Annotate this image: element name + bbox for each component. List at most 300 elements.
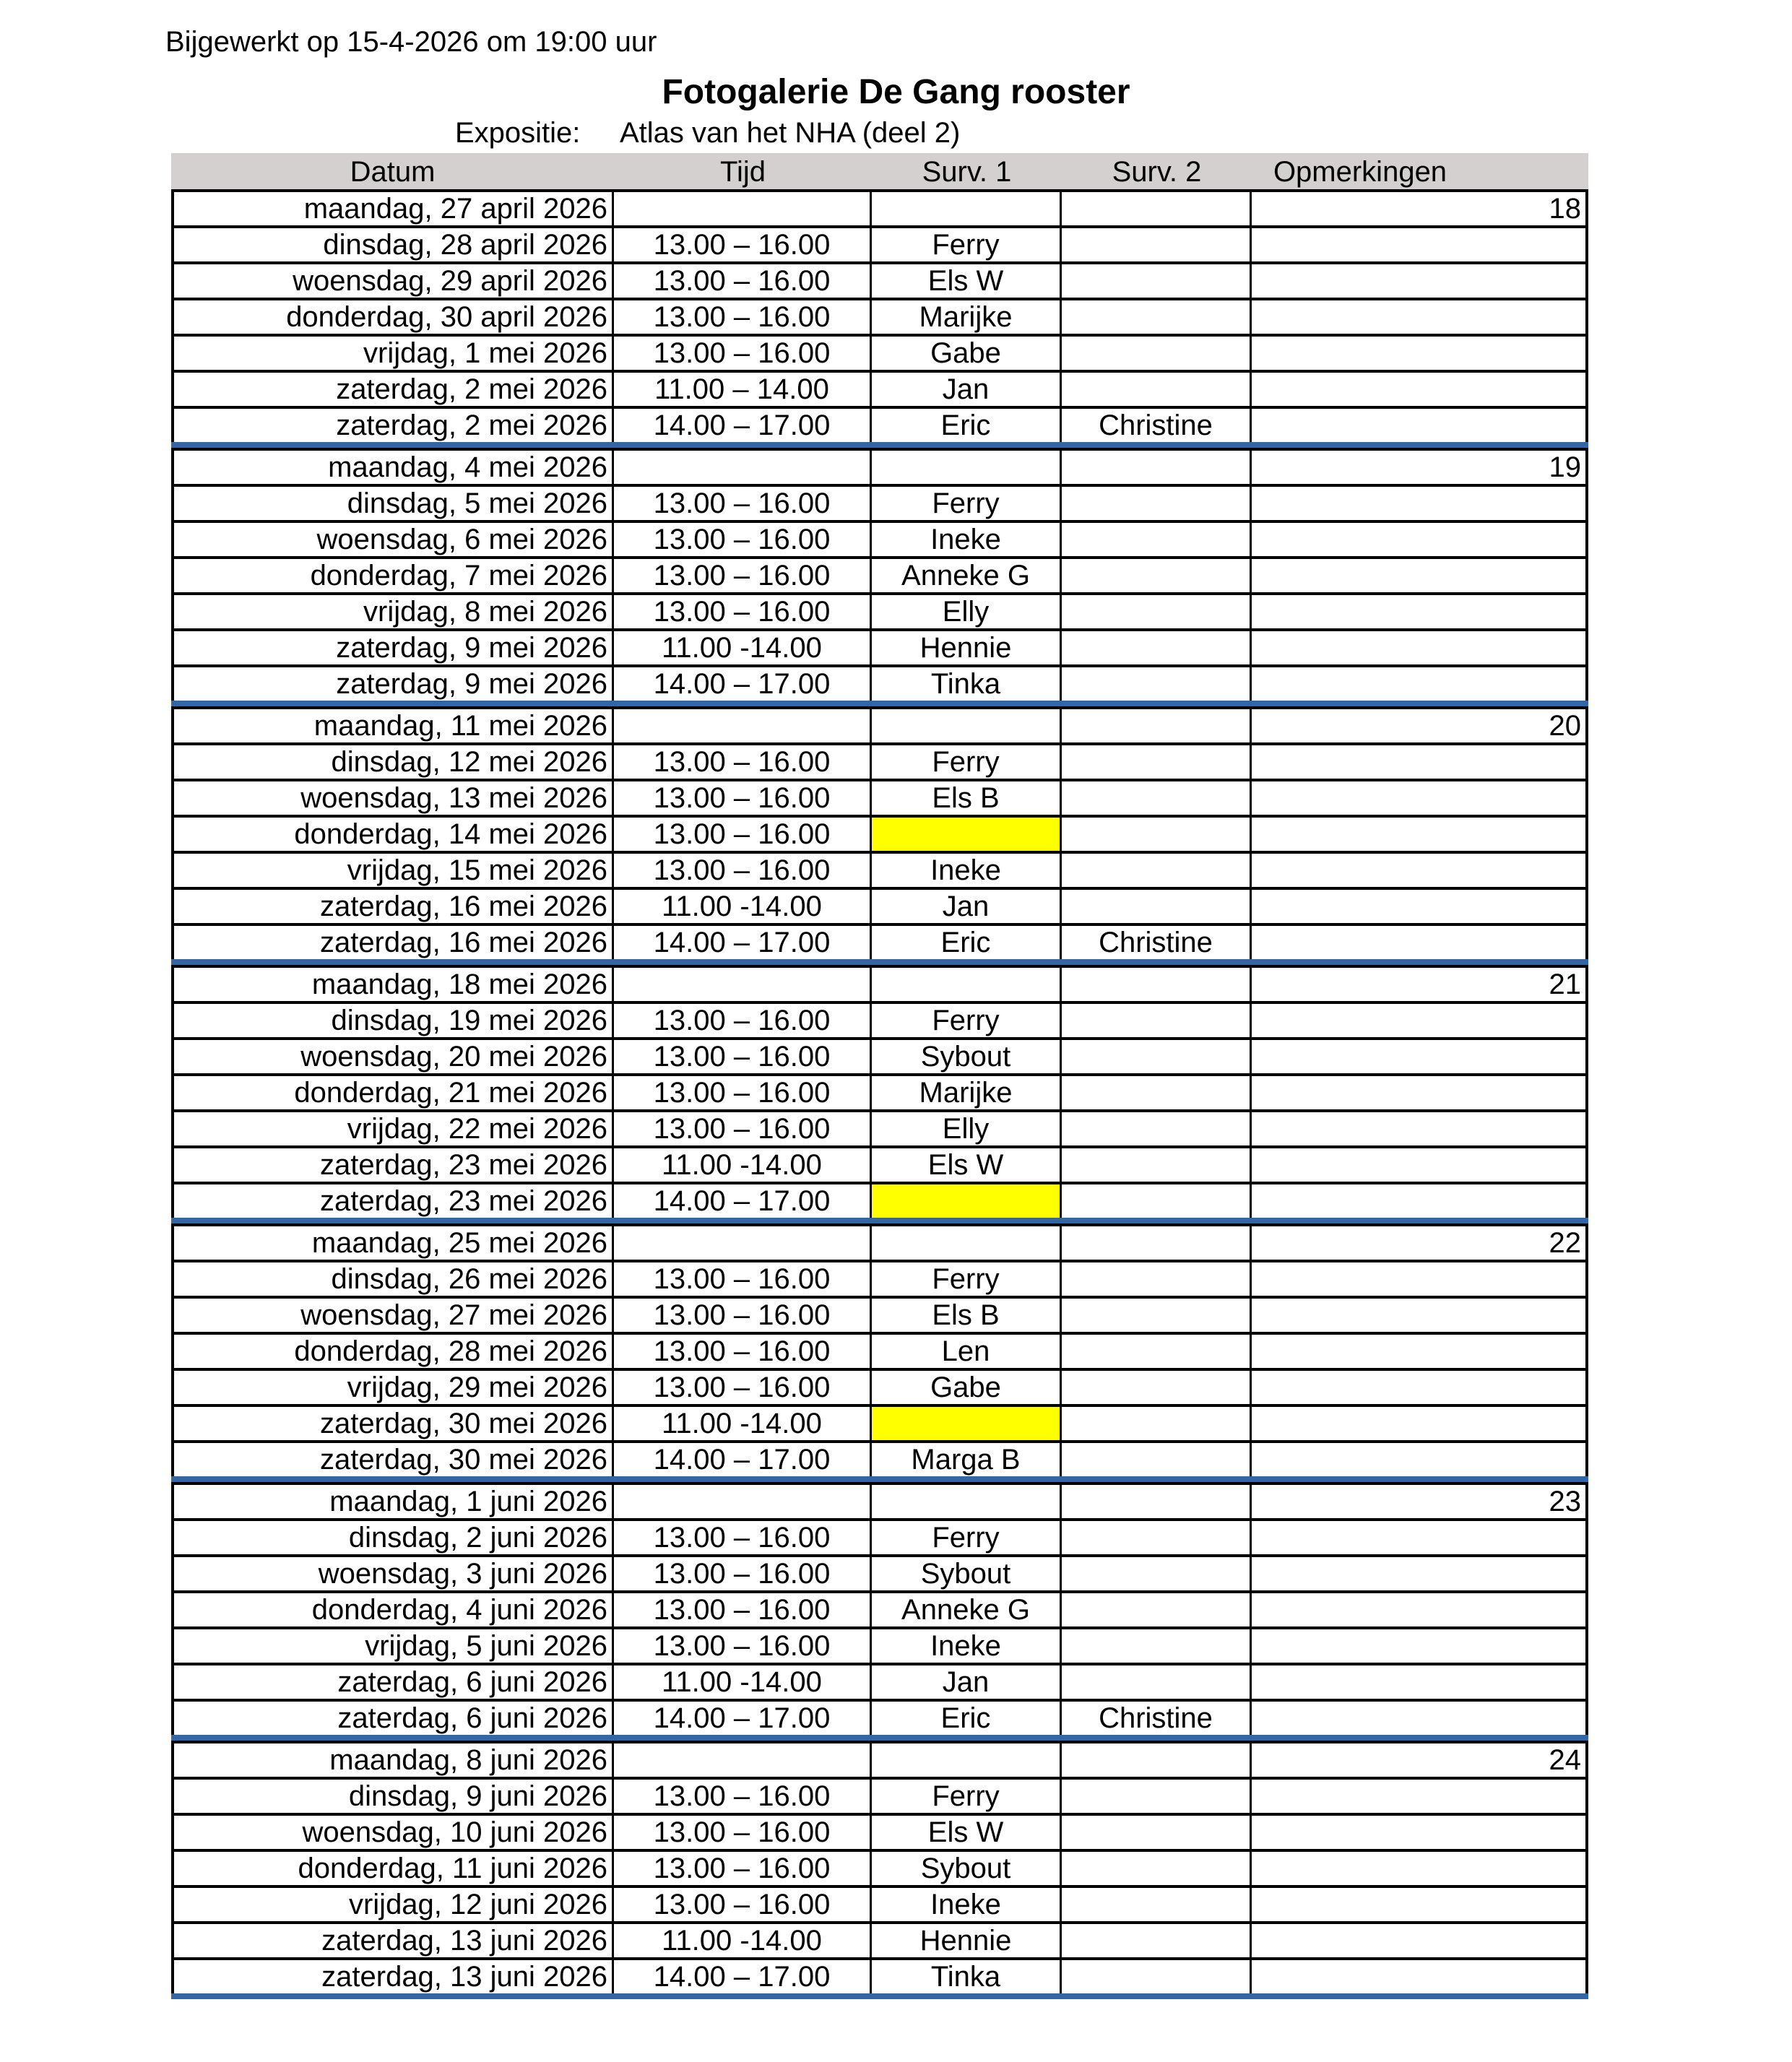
table-row <box>171 448 1588 484</box>
time-cell: 13.00 – 16.00 <box>614 1521 872 1554</box>
surveillant-2-cell <box>1062 1521 1252 1554</box>
surveillant-2-cell <box>1062 1924 1252 1957</box>
surveillant-2-cell <box>1062 1557 1252 1590</box>
surveillant-1-cell: Gabe <box>872 337 1062 370</box>
column-header-surv1: Surv. 1 <box>922 156 1012 188</box>
remarks-cell <box>1252 264 1588 298</box>
remarks-cell <box>1252 1184 1588 1218</box>
remarks-cell <box>1252 1299 1588 1332</box>
date-cell: vrijdag, 1 mei 2026 <box>171 337 614 370</box>
surveillant-1-cell <box>872 451 1062 484</box>
week-block <box>171 1223 1588 1482</box>
date-cell: dinsdag, 2 juni 2026 <box>171 1521 614 1554</box>
remarks-cell <box>1252 1371 1588 1404</box>
date-cell: dinsdag, 28 april 2026 <box>171 228 614 261</box>
table-row <box>171 1404 1588 1440</box>
surveillant-2-cell <box>1062 1148 1252 1182</box>
column-header-date: Datum <box>350 156 436 188</box>
table-row <box>171 1332 1588 1368</box>
surveillant-1-cell: Ferry <box>872 1521 1062 1554</box>
time-cell: 13.00 – 16.00 <box>614 559 872 592</box>
surveillant-1-cell: Hennie <box>872 631 1062 664</box>
surveillant-1-cell: Anneke G <box>872 559 1062 592</box>
surveillant-1-cell: Sybout <box>872 1852 1062 1885</box>
surveillant-1-cell: Sybout <box>872 1557 1062 1590</box>
surveillant-1-cell <box>872 1226 1062 1260</box>
time-cell: 13.00 – 16.00 <box>614 1629 872 1663</box>
remarks-cell <box>1252 1407 1588 1440</box>
remarks-cell <box>1252 1702 1588 1735</box>
remarks-cell <box>1252 300 1588 334</box>
table-row <box>171 1957 1588 1993</box>
time-cell <box>614 1485 872 1518</box>
remarks-cell: 22 <box>1252 1226 1588 1260</box>
date-cell: dinsdag, 5 mei 2026 <box>171 487 614 520</box>
remarks-cell <box>1252 818 1588 851</box>
date-cell: donderdag, 21 mei 2026 <box>171 1076 614 1109</box>
surveillant-1-cell: Els W <box>872 264 1062 298</box>
date-cell: donderdag, 30 april 2026 <box>171 300 614 334</box>
table-row <box>171 1741 1588 1777</box>
time-cell: 13.00 – 16.00 <box>614 300 872 334</box>
surveillant-2-cell <box>1062 818 1252 851</box>
time-cell: 11.00 -14.00 <box>614 1148 872 1182</box>
time-cell: 13.00 – 16.00 <box>614 523 872 556</box>
table-row <box>171 1590 1588 1626</box>
time-cell: 11.00 -14.00 <box>614 890 872 923</box>
time-cell: 14.00 – 17.00 <box>614 1443 872 1476</box>
week-separator <box>171 1735 1588 1741</box>
time-cell: 13.00 – 16.00 <box>614 781 872 815</box>
surveillant-2-cell: Christine <box>1062 409 1252 442</box>
table-row <box>171 261 1588 298</box>
table-row <box>171 1223 1588 1260</box>
open-slot-cell <box>872 1184 1062 1218</box>
date-cell: vrijdag, 22 mei 2026 <box>171 1112 614 1145</box>
surveillant-1-cell: Marga B <box>872 1443 1062 1476</box>
date-cell: vrijdag, 15 mei 2026 <box>171 854 614 887</box>
time-cell: 11.00 -14.00 <box>614 631 872 664</box>
time-cell: 13.00 – 16.00 <box>614 1593 872 1626</box>
surveillant-2-cell <box>1062 1076 1252 1109</box>
surveillant-2-cell <box>1062 192 1252 225</box>
remarks-cell <box>1252 1852 1588 1885</box>
date-cell: maandag, 1 juni 2026 <box>171 1485 614 1518</box>
remarks-cell <box>1252 1593 1588 1626</box>
time-cell: 11.00 -14.00 <box>614 1407 872 1440</box>
week-separator <box>171 1476 1588 1482</box>
time-cell: 11.00 -14.00 <box>614 1665 872 1699</box>
table-row <box>171 815 1588 851</box>
remarks-cell <box>1252 559 1588 592</box>
surveillant-1-cell: Jan <box>872 890 1062 923</box>
surveillant-2-cell <box>1062 1816 1252 1849</box>
time-cell: 14.00 – 17.00 <box>614 1960 872 1993</box>
surveillant-2-cell <box>1062 968 1252 1001</box>
table-row <box>171 742 1588 779</box>
surveillant-2-cell <box>1062 745 1252 779</box>
date-cell: woensdag, 13 mei 2026 <box>171 781 614 815</box>
surveillant-2-cell <box>1062 1743 1252 1777</box>
time-cell: 13.00 – 16.00 <box>614 854 872 887</box>
remarks-cell: 24 <box>1252 1743 1588 1777</box>
table-row <box>171 1145 1588 1182</box>
remarks-cell <box>1252 667 1588 701</box>
remarks-cell <box>1252 926 1588 959</box>
surveillant-2-cell <box>1062 559 1252 592</box>
time-cell: 13.00 – 16.00 <box>614 1888 872 1921</box>
date-cell: woensdag, 29 april 2026 <box>171 264 614 298</box>
time-cell: 13.00 – 16.00 <box>614 1780 872 1813</box>
surveillant-1-cell: Els B <box>872 781 1062 815</box>
date-cell: maandag, 25 mei 2026 <box>171 1226 614 1260</box>
surveillant-2-cell <box>1062 228 1252 261</box>
date-cell: woensdag, 3 juni 2026 <box>171 1557 614 1590</box>
table-row <box>171 628 1588 664</box>
table-row <box>171 189 1588 225</box>
date-cell: zaterdag, 30 mei 2026 <box>171 1407 614 1440</box>
surveillant-2-cell <box>1062 1593 1252 1626</box>
week-block <box>171 189 1588 448</box>
remarks-cell <box>1252 228 1588 261</box>
week-separator <box>171 1993 1588 1999</box>
surveillant-2-cell <box>1062 709 1252 742</box>
time-cell <box>614 451 872 484</box>
table-row <box>171 1260 1588 1296</box>
remarks-cell <box>1252 890 1588 923</box>
date-cell: donderdag, 11 juni 2026 <box>171 1852 614 1885</box>
week-block <box>171 965 1588 1223</box>
surveillant-1-cell: Els W <box>872 1816 1062 1849</box>
table-row <box>171 1699 1588 1735</box>
schedule-table <box>171 189 1588 1999</box>
date-cell: zaterdag, 23 mei 2026 <box>171 1148 614 1182</box>
time-cell: 13.00 – 16.00 <box>614 1076 872 1109</box>
remarks-cell: 19 <box>1252 451 1588 484</box>
surveillant-2-cell <box>1062 631 1252 664</box>
date-cell: zaterdag, 13 juni 2026 <box>171 1924 614 1957</box>
surveillant-1-cell: Jan <box>872 1665 1062 1699</box>
week-separator <box>171 442 1588 448</box>
date-cell: zaterdag, 23 mei 2026 <box>171 1184 614 1218</box>
column-header-time: Tijd <box>720 156 766 188</box>
surveillant-1-cell: Eric <box>872 409 1062 442</box>
remarks-cell <box>1252 1960 1588 1993</box>
surveillant-1-cell: Ferry <box>872 745 1062 779</box>
table-row <box>171 664 1588 701</box>
exhibition-label: Expositie: <box>455 117 581 149</box>
remarks-cell <box>1252 1335 1588 1368</box>
surveillant-1-cell: Ferry <box>872 487 1062 520</box>
surveillant-2-cell: Christine <box>1062 1702 1252 1735</box>
surveillant-2-cell <box>1062 1485 1252 1518</box>
time-cell: 13.00 – 16.00 <box>614 1816 872 1849</box>
date-cell: dinsdag, 12 mei 2026 <box>171 745 614 779</box>
surveillant-2-cell <box>1062 1407 1252 1440</box>
table-row <box>171 1109 1588 1145</box>
surveillant-2-cell <box>1062 1040 1252 1073</box>
table-row <box>171 1482 1588 1518</box>
surveillant-1-cell: Ferry <box>872 1004 1062 1037</box>
table-row <box>171 1921 1588 1957</box>
week-block <box>171 448 1588 706</box>
table-row <box>171 1663 1588 1699</box>
surveillant-2-cell <box>1062 1226 1252 1260</box>
date-cell: zaterdag, 6 juni 2026 <box>171 1702 614 1735</box>
surveillant-2-cell <box>1062 1299 1252 1332</box>
remarks-cell <box>1252 1924 1588 1957</box>
week-separator <box>171 959 1588 965</box>
date-cell: zaterdag, 6 juni 2026 <box>171 1665 614 1699</box>
date-cell: maandag, 8 juni 2026 <box>171 1743 614 1777</box>
surveillant-2-cell <box>1062 1184 1252 1218</box>
surveillant-1-cell <box>872 192 1062 225</box>
last-updated-text: Bijgewerkt op 15-4-2026 om 19:00 uur <box>165 26 657 58</box>
remarks-cell <box>1252 631 1588 664</box>
week-block <box>171 706 1588 965</box>
surveillant-2-cell <box>1062 1780 1252 1813</box>
open-slot-cell <box>872 1407 1062 1440</box>
time-cell <box>614 1226 872 1260</box>
surveillant-2-cell <box>1062 1004 1252 1037</box>
surveillant-2-cell <box>1062 595 1252 628</box>
remarks-cell <box>1252 337 1588 370</box>
surveillant-1-cell: Els W <box>872 1148 1062 1182</box>
table-row <box>171 1849 1588 1885</box>
surveillant-1-cell: Ineke <box>872 1629 1062 1663</box>
table-row <box>171 1440 1588 1476</box>
surveillant-2-cell <box>1062 1262 1252 1296</box>
time-cell: 13.00 – 16.00 <box>614 1852 872 1885</box>
date-cell: donderdag, 7 mei 2026 <box>171 559 614 592</box>
time-cell: 14.00 – 17.00 <box>614 1702 872 1735</box>
table-row <box>171 887 1588 923</box>
remarks-cell <box>1252 1629 1588 1663</box>
table-row <box>171 225 1588 261</box>
date-cell: vrijdag, 29 mei 2026 <box>171 1371 614 1404</box>
table-row <box>171 1777 1588 1813</box>
table-row <box>171 923 1588 959</box>
surveillant-2-cell <box>1062 523 1252 556</box>
page-title-text: Fotogalerie De Gang rooster <box>662 73 1130 111</box>
time-cell: 14.00 – 17.00 <box>614 409 872 442</box>
remarks-cell <box>1252 854 1588 887</box>
table-row <box>171 556 1588 592</box>
column-header-remarks: Opmerkingen <box>1273 156 1447 188</box>
surveillant-2-cell <box>1062 854 1252 887</box>
time-cell: 13.00 – 16.00 <box>614 228 872 261</box>
surveillant-2-cell <box>1062 264 1252 298</box>
time-cell: 14.00 – 17.00 <box>614 1184 872 1218</box>
open-slot-cell <box>872 818 1062 851</box>
table-row <box>171 706 1588 742</box>
remarks-cell <box>1252 1521 1588 1554</box>
surveillant-2-cell <box>1062 373 1252 406</box>
remarks-cell <box>1252 1443 1588 1476</box>
remarks-cell <box>1252 1888 1588 1921</box>
time-cell: 13.00 – 16.00 <box>614 595 872 628</box>
week-block <box>171 1482 1588 1741</box>
surveillant-2-cell <box>1062 1443 1252 1476</box>
remarks-cell: 20 <box>1252 709 1588 742</box>
time-cell: 13.00 – 16.00 <box>614 1335 872 1368</box>
surveillant-1-cell: Ferry <box>872 1780 1062 1813</box>
week-block <box>171 1741 1588 1999</box>
table-row <box>171 1073 1588 1109</box>
remarks-cell <box>1252 487 1588 520</box>
remarks-cell <box>1252 1780 1588 1813</box>
date-cell: zaterdag, 16 mei 2026 <box>171 890 614 923</box>
time-cell: 14.00 – 17.00 <box>614 667 872 701</box>
date-cell: vrijdag, 12 juni 2026 <box>171 1888 614 1921</box>
table-row <box>171 1518 1588 1554</box>
time-cell: 11.00 -14.00 <box>614 1924 872 1957</box>
time-cell <box>614 192 872 225</box>
table-row <box>171 1037 1588 1073</box>
time-cell: 13.00 – 16.00 <box>614 1557 872 1590</box>
date-cell: zaterdag, 2 mei 2026 <box>171 373 614 406</box>
week-separator <box>171 701 1588 706</box>
date-cell: maandag, 18 mei 2026 <box>171 968 614 1001</box>
time-cell <box>614 709 872 742</box>
time-cell: 13.00 – 16.00 <box>614 264 872 298</box>
time-cell: 13.00 – 16.00 <box>614 1004 872 1037</box>
surveillant-1-cell: Els B <box>872 1299 1062 1332</box>
remarks-cell <box>1252 1040 1588 1073</box>
table-row <box>171 851 1588 887</box>
surveillant-2-cell <box>1062 1629 1252 1663</box>
surveillant-2-cell <box>1062 890 1252 923</box>
surveillant-1-cell: Hennie <box>872 1924 1062 1957</box>
date-cell: maandag, 11 mei 2026 <box>171 709 614 742</box>
surveillant-2-cell <box>1062 487 1252 520</box>
surveillant-1-cell: Ineke <box>872 1888 1062 1921</box>
date-cell: dinsdag, 9 juni 2026 <box>171 1780 614 1813</box>
remarks-cell <box>1252 373 1588 406</box>
surveillant-1-cell <box>872 1485 1062 1518</box>
table-row <box>171 520 1588 556</box>
table-row <box>171 406 1588 442</box>
surveillant-1-cell: Marijke <box>872 1076 1062 1109</box>
table-row <box>171 965 1588 1001</box>
table-row <box>171 1368 1588 1404</box>
surveillant-1-cell: Len <box>872 1335 1062 1368</box>
surveillant-2-cell <box>1062 1371 1252 1404</box>
table-row <box>171 1626 1588 1663</box>
surveillant-2-cell <box>1062 1665 1252 1699</box>
date-cell: woensdag, 20 mei 2026 <box>171 1040 614 1073</box>
date-cell: woensdag, 10 juni 2026 <box>171 1816 614 1849</box>
table-row <box>171 370 1588 406</box>
remarks-cell <box>1252 523 1588 556</box>
table-row <box>171 1885 1588 1921</box>
surveillant-1-cell: Elly <box>872 1112 1062 1145</box>
date-cell: zaterdag, 9 mei 2026 <box>171 631 614 664</box>
time-cell: 11.00 – 14.00 <box>614 373 872 406</box>
time-cell: 13.00 – 16.00 <box>614 818 872 851</box>
surveillant-1-cell: Gabe <box>872 1371 1062 1404</box>
surveillant-2-cell <box>1062 1852 1252 1885</box>
date-cell: vrijdag, 8 mei 2026 <box>171 595 614 628</box>
week-separator <box>171 1218 1588 1223</box>
time-cell <box>614 968 872 1001</box>
table-row <box>171 484 1588 520</box>
table-row <box>171 1554 1588 1590</box>
date-cell: zaterdag, 30 mei 2026 <box>171 1443 614 1476</box>
surveillant-1-cell: Ineke <box>872 854 1062 887</box>
surveillant-1-cell: Eric <box>872 926 1062 959</box>
table-row <box>171 779 1588 815</box>
table-row <box>171 298 1588 334</box>
remarks-cell <box>1252 781 1588 815</box>
remarks-cell <box>1252 1112 1588 1145</box>
remarks-cell <box>1252 409 1588 442</box>
date-cell: maandag, 4 mei 2026 <box>171 451 614 484</box>
table-header <box>171 153 1588 189</box>
time-cell: 13.00 – 16.00 <box>614 1299 872 1332</box>
surveillant-1-cell: Tinka <box>872 1960 1062 1993</box>
surveillant-1-cell: Elly <box>872 595 1062 628</box>
date-cell: donderdag, 28 mei 2026 <box>171 1335 614 1368</box>
surveillant-1-cell: Ineke <box>872 523 1062 556</box>
remarks-cell <box>1252 595 1588 628</box>
surveillant-1-cell: Ferry <box>872 1262 1062 1296</box>
remarks-cell: 23 <box>1252 1485 1588 1518</box>
surveillant-2-cell <box>1062 667 1252 701</box>
surveillant-2-cell <box>1062 451 1252 484</box>
table-row <box>171 1296 1588 1332</box>
remarks-cell <box>1252 1262 1588 1296</box>
time-cell <box>614 1743 872 1777</box>
surveillant-1-cell <box>872 1743 1062 1777</box>
remarks-cell <box>1252 1816 1588 1849</box>
table-row <box>171 1001 1588 1037</box>
remarks-cell <box>1252 1148 1588 1182</box>
surveillant-1-cell <box>872 709 1062 742</box>
surveillant-1-cell: Sybout <box>872 1040 1062 1073</box>
page-title <box>0 72 1792 113</box>
exhibition-name: Atlas van het NHA (deel 2) <box>620 117 961 149</box>
surveillant-1-cell: Ferry <box>872 228 1062 261</box>
time-cell: 13.00 – 16.00 <box>614 1262 872 1296</box>
surveillant-1-cell: Jan <box>872 373 1062 406</box>
surveillant-1-cell: Eric <box>872 1702 1062 1735</box>
date-cell: dinsdag, 26 mei 2026 <box>171 1262 614 1296</box>
date-cell: woensdag, 6 mei 2026 <box>171 523 614 556</box>
remarks-cell <box>1252 745 1588 779</box>
surveillant-2-cell <box>1062 781 1252 815</box>
table-row <box>171 1182 1588 1218</box>
remarks-cell <box>1252 1004 1588 1037</box>
date-cell: vrijdag, 5 juni 2026 <box>171 1629 614 1663</box>
date-cell: zaterdag, 2 mei 2026 <box>171 409 614 442</box>
surveillant-2-cell <box>1062 1960 1252 1993</box>
time-cell: 13.00 – 16.00 <box>614 487 872 520</box>
table-row <box>171 334 1588 370</box>
column-header-surv2: Surv. 2 <box>1112 156 1202 188</box>
surveillant-1-cell: Marijke <box>872 300 1062 334</box>
time-cell: 13.00 – 16.00 <box>614 1371 872 1404</box>
remarks-cell: 18 <box>1252 192 1588 225</box>
surveillant-1-cell <box>872 968 1062 1001</box>
date-cell: woensdag, 27 mei 2026 <box>171 1299 614 1332</box>
surveillant-2-cell <box>1062 300 1252 334</box>
remarks-cell <box>1252 1557 1588 1590</box>
surveillant-2-cell <box>1062 1335 1252 1368</box>
surveillant-1-cell: Anneke G <box>872 1593 1062 1626</box>
table-row <box>171 1813 1588 1849</box>
date-cell: donderdag, 14 mei 2026 <box>171 818 614 851</box>
